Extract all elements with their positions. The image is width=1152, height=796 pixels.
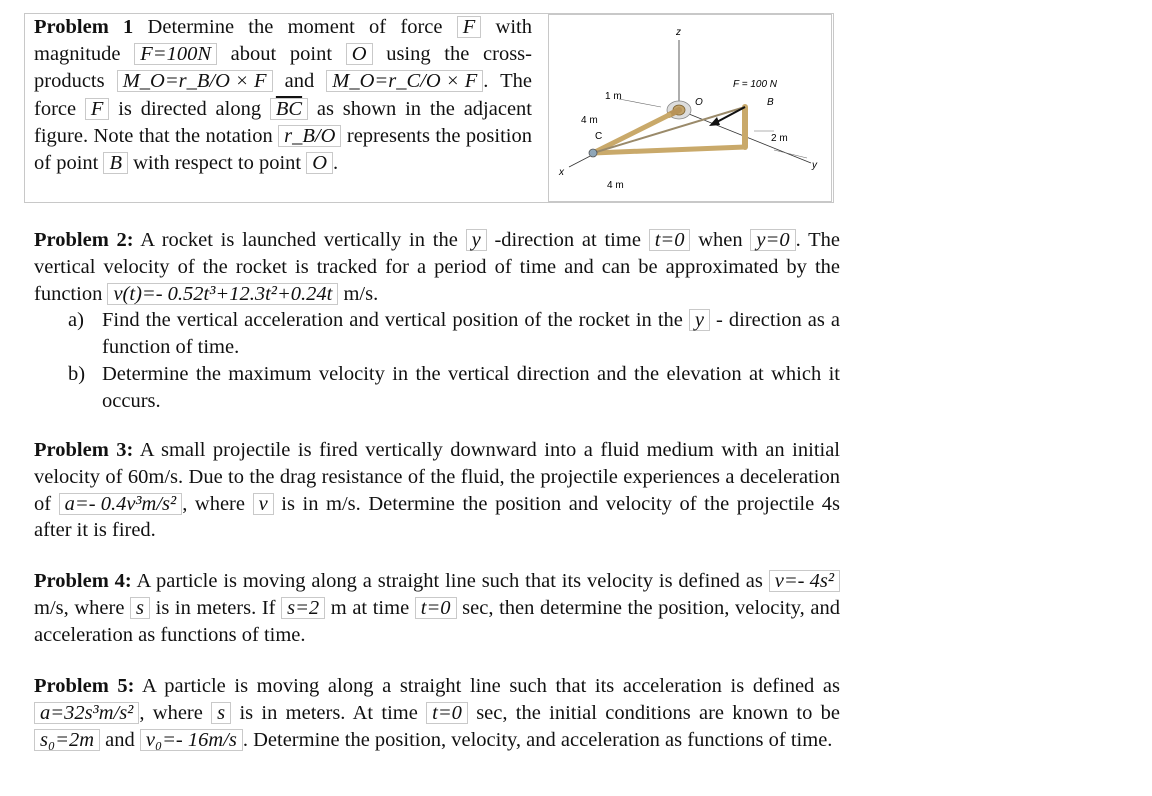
deceleration-equation: a=- 0.4v³m/s² — [59, 493, 183, 515]
problem-2-text: A rocket is launched vertically in the — [133, 229, 466, 251]
vector-bc: $\overline{BC}$ — [270, 98, 308, 120]
problem-1-text: using the cross-products — [34, 43, 532, 93]
velocity-equation: v=- 4s² — [769, 570, 840, 592]
problem-5-text: , where — [139, 701, 212, 724]
problem-1 — [34, 14, 532, 177]
dimension-4m-b: 4 m — [607, 180, 624, 191]
force-magnitude: F=100N — [134, 43, 217, 65]
z-label: z — [676, 27, 681, 38]
problem-3 — [34, 437, 840, 544]
y-symbol: y — [466, 229, 487, 251]
force-label: F = 100 N — [733, 79, 778, 90]
point-o-symbol: O — [346, 43, 373, 65]
problem-5-text: A particle is moving along a straight line such that its acceleration is defined as — [134, 675, 840, 697]
problem-2-title: Problem 2: — [34, 229, 134, 251]
problem-5 — [34, 673, 840, 753]
point-b-symbol: B — [103, 152, 128, 174]
problem-2-text: . The vertical velocity of the rocket is tracked for a period of time and can be approximated by the function — [34, 229, 840, 305]
problem-5-title: Problem 5: — [34, 675, 135, 697]
dimension-line — [619, 99, 661, 107]
x-label: x — [559, 167, 564, 178]
point-c-label: C — [595, 131, 603, 142]
dimension-4m-a: 4 m — [581, 115, 598, 126]
point-b-label: B — [767, 97, 774, 108]
part-a — [34, 307, 840, 361]
force-diagram — [549, 15, 831, 201]
problem-5-text: . Determine the position, velocity, and acceleration as functions of time. — [242, 728, 833, 751]
problem-1-text: . — [333, 152, 339, 175]
problem-2-text: -direction at time — [486, 229, 649, 251]
dimension-1m: 1 m — [605, 91, 622, 102]
problem-4-text: m at time — [325, 596, 415, 619]
initial-velocity: v₀=- 16m/s — [140, 729, 243, 751]
problem-4-text: sec, then determine the position, velocity, and acceleration as functions of time. — [34, 596, 841, 646]
problem-4 — [34, 568, 840, 648]
problem-3-text: is in m/s. Determine the position and velocity of the projectile 4s after it is fired. — [34, 492, 840, 542]
problem-1-title: Problem 1 — [34, 16, 134, 38]
part-b-label: b) — [68, 362, 86, 385]
problem-3-title: Problem 3: — [34, 439, 134, 461]
moment-equation-b: M_O=r_B/O × F — [117, 70, 273, 92]
problem-2 — [34, 227, 840, 415]
problem-2-parts — [34, 307, 840, 414]
problem-1-figure — [548, 14, 832, 202]
time-zero: t=0 — [426, 702, 468, 724]
problem-3-text: , where — [182, 492, 253, 515]
part-a-text: - direction as a function of time. — [102, 309, 840, 359]
pipe-segment — [593, 147, 745, 153]
problem-1-text: represents the position of point — [34, 124, 532, 175]
problem-1-text: is directed along — [109, 97, 270, 120]
problem-1-text: with magnitude — [34, 16, 532, 66]
time-zero: t=0 — [415, 597, 457, 619]
part-b — [34, 361, 840, 415]
position-vector-notation: r_B/O — [278, 125, 341, 147]
force-symbol: F — [85, 98, 110, 120]
problem-4-title: Problem 4: — [34, 570, 132, 592]
s-symbol: s — [211, 702, 231, 724]
problem-1-text: Determine the moment of force — [133, 16, 457, 38]
y-label: y — [812, 160, 817, 171]
velocity-function: v(t)=- 0.52t³+12.3t²+0.24t — [107, 283, 338, 305]
point-o-label: O — [695, 97, 703, 108]
initial-position: s=2 — [281, 597, 325, 619]
v-symbol: v — [253, 493, 274, 515]
problem-4-text: m/s, where — [34, 596, 131, 619]
dimension-line — [774, 150, 807, 158]
part-a-text: Find the vertical acceleration and vertical position of the rocket in the — [102, 309, 689, 332]
problem-1-text: as shown in the adjacent figure. Note that the notation — [34, 97, 532, 147]
problem-4-text: is in meters. If — [150, 596, 282, 619]
problem-4-text: A particle is moving along a straight line such that its velocity is defined as — [131, 570, 769, 592]
initial-position: s₀=2m — [34, 729, 100, 751]
acceleration-equation: a=32s³m/s² — [34, 702, 139, 724]
problem-5-text: and — [100, 728, 140, 751]
problem-2-text: when — [690, 229, 751, 251]
s-symbol: s — [130, 597, 150, 619]
part-b-text: Determine the maximum velocity in the vertical direction and the elevation at which it occurs. — [102, 362, 840, 412]
problem-5-text: sec, the initial conditions are known to be — [467, 701, 840, 724]
problem-1-text: and — [272, 70, 327, 93]
problem-5-text: is in meters. At time — [231, 701, 427, 724]
y-zero: y=0 — [750, 229, 795, 251]
problem-3-text: A small projectile is fired vertically downward into a fluid medium with an initial velocity of 60m/s. Due to the drag resistance of the fluid, the projectile experiences a deceleration of — [34, 439, 841, 515]
part-a-label: a) — [68, 309, 84, 332]
moment-equation-c: M_O=r_C/O × F — [326, 70, 483, 92]
problem-2-text: m/s. — [338, 282, 379, 305]
point-o-symbol: O — [306, 152, 333, 174]
force-symbol: F — [457, 16, 482, 38]
dimension-2m: 2 m — [771, 133, 788, 144]
problem-1-text: with respect to point — [128, 152, 307, 175]
point-c-marker — [589, 149, 597, 157]
problem-1-text: about point — [217, 43, 346, 66]
time-zero: t=0 — [649, 229, 691, 251]
problem-1-text: . The force — [34, 70, 532, 120]
y-symbol: y — [689, 309, 710, 331]
